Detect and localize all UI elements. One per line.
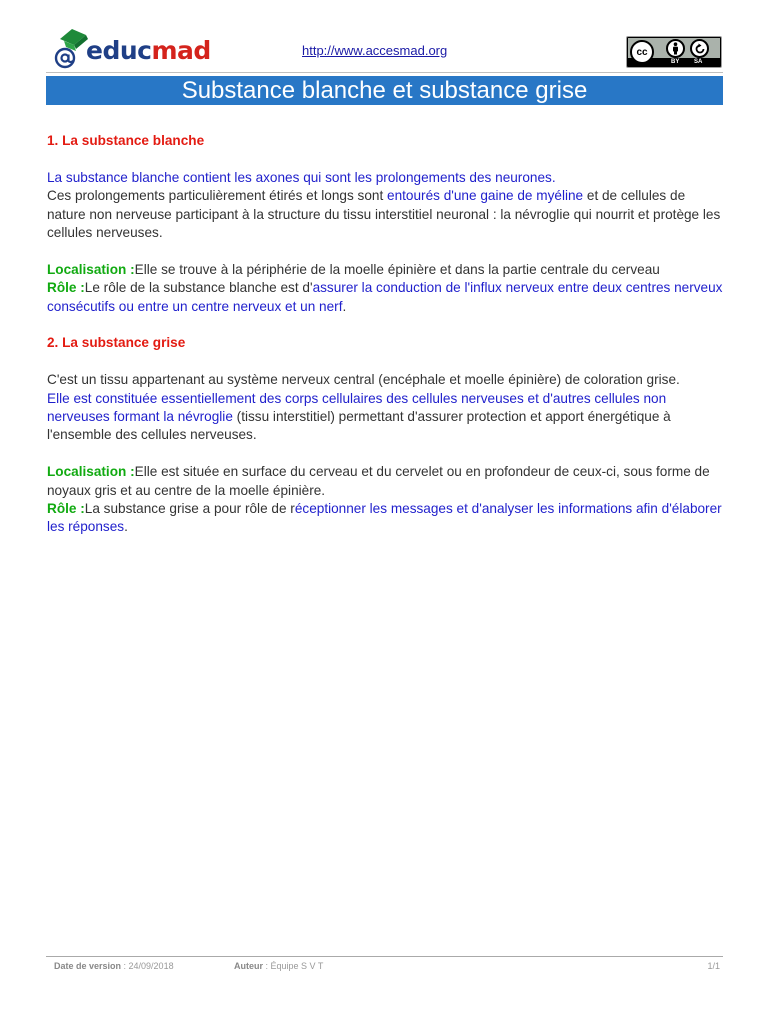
white-matter-myelin-highlight: entourés d'une gaine de myéline — [387, 188, 584, 204]
page-title: Substance blanche et substance grise — [46, 76, 723, 105]
location-text: Elle se trouve à la périphérie de la moelle épinière et dans la partie centrale du cerveau — [134, 261, 660, 277]
logo-text-main: educ — [86, 36, 152, 65]
role-text-a: Le rôle de la substance blanche est d' — [84, 280, 313, 296]
author-label: Auteur — [234, 961, 263, 971]
white-matter-description — [47, 187, 727, 242]
educmad-logo-icon — [52, 27, 90, 71]
version-label: Date de version — [54, 961, 122, 971]
cc-logo-text: cc — [636, 46, 648, 58]
site-link[interactable]: http://www.accesmad.org — [302, 43, 448, 58]
author-value: : Équipe S V T — [263, 961, 324, 971]
role-label: Rôle : — [47, 280, 85, 296]
cc-logo-icon — [630, 40, 654, 64]
logo-text-accent: mad — [151, 36, 211, 65]
role-text-a: La substance grise a pour rôle de r — [84, 501, 295, 517]
logo-text — [86, 36, 211, 65]
license-by-label: BY — [671, 59, 680, 65]
document-body — [47, 132, 727, 537]
educmad-logo[interactable] — [52, 27, 211, 73]
role-text-c: . — [124, 519, 128, 535]
grey-matter-intro: C'est un tissu appartenant au système nerveux central (encéphale et moelle épinière) de coloration grise. — [47, 372, 680, 388]
white-matter-text-c: et de cellules de nature non nerveuse participant à la structure du tissu interstitiel neuronal : la névroglie qui nourrit et protège les cellules nerveuses. — [47, 188, 721, 241]
grey-matter-location — [47, 463, 727, 500]
share-alike-icon — [690, 39, 709, 58]
location-label: Localisation : — [47, 261, 135, 277]
author-info — [234, 961, 323, 971]
header-divider — [46, 72, 723, 73]
role-highlight: assurer la conduction de l'influx nerveux entre deux centres nerveux consécutifs ou entre un centre nerveux et un nerf — [47, 280, 723, 314]
version-value: : 24/09/2018 — [121, 961, 174, 971]
white-matter-intro: La substance blanche contient les axones qui sont les prolongements des neurones. — [47, 169, 556, 185]
section-heading-white-matter: 1. La substance blanche — [47, 133, 205, 148]
section-heading-grey-matter: 2. La substance grise — [47, 335, 186, 351]
grey-matter-cells-highlight: Elle est constituée essentiellement des corps cellulaires des cellules nerveuses et d'autres cellules non nerveuses formant la névroglie — [47, 390, 667, 425]
footer-divider — [46, 956, 723, 957]
license-sa-label: SA — [694, 59, 703, 65]
white-matter-location — [47, 261, 727, 279]
white-matter-role — [47, 279, 727, 316]
grey-matter-text-b: (tissu interstitiel) permettant d'assurer protection et apport énergétique à l'ensemble des cellules nerveuses. — [47, 409, 671, 443]
grey-matter-role — [47, 500, 727, 537]
version-info — [54, 961, 174, 971]
page-footer — [54, 961, 720, 971]
attribution-icon — [666, 39, 685, 58]
creative-commons-by-sa-icon[interactable] — [626, 36, 722, 68]
share-alike-arrow-icon — [694, 43, 706, 55]
role-highlight: éceptionner les messages et d'analyser les informations afin d'élaborer les réponses — [47, 501, 722, 535]
page-number: 1/1 — [707, 961, 720, 971]
location-label: Localisation : — [47, 464, 135, 480]
grey-matter-description — [47, 390, 727, 445]
role-text-c: . — [342, 298, 347, 314]
person-icon — [670, 42, 681, 55]
location-text: Elle est située en surface du cerveau et du cervelet ou en profondeur de ceux-ci, sous forme de noyaux gris et au centre de la moelle épinière. — [47, 464, 710, 498]
white-matter-text-a: Ces prolongements particulièrement étirés et longs sont — [47, 188, 388, 204]
role-label: Rôle : — [47, 501, 85, 517]
